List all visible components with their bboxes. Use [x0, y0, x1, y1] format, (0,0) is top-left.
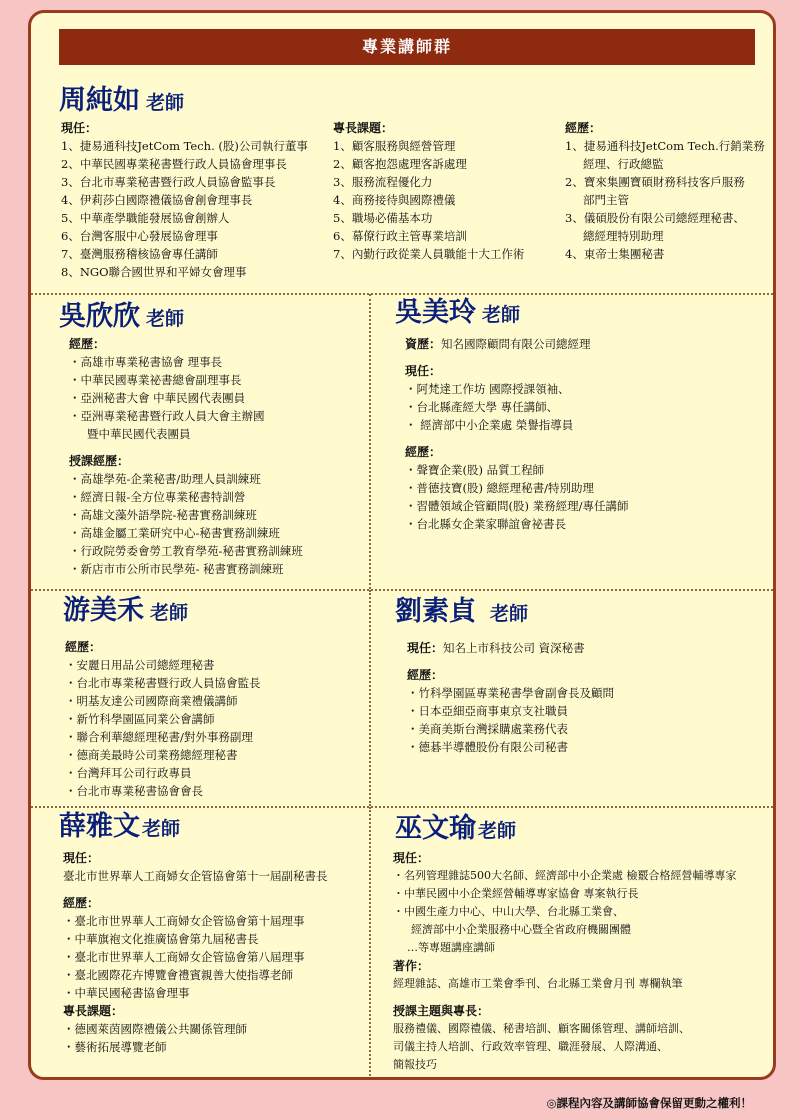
list-item: ・高雄金屬工業研究中心-秘書實務訓練班 [69, 526, 280, 540]
teacher-name: 游美禾 [63, 595, 144, 626]
list-item: 6、幕僚行政主管專業培訓 [333, 229, 467, 243]
list-item-continuation: 暨中華民國代表團員 [87, 427, 191, 441]
t1-topics [333, 119, 524, 263]
list-item: ・名列管理雜誌500大名師、經濟部中小企業處 檢覈合格經營輔導專家 [393, 869, 737, 882]
list-item: 臺北市世界華人工商婦女企管協會第十一屆副秘書長 [63, 869, 328, 883]
list-item: ・高雄市專業秘書協會 理事長 [69, 355, 223, 369]
teacher-title: 老師 [146, 92, 185, 114]
list-item: 4、商務接待與國際禮儀 [333, 193, 456, 207]
t7-profile [393, 849, 737, 1074]
list-item: ・行政院勞委會勞工教育學苑-秘書實務訓練班 [69, 544, 303, 558]
teacher-name-5 [395, 596, 528, 630]
list-item: ・高雄學苑-企業秘書/助理人員訓練班 [69, 472, 261, 486]
list-item: ・台北市專業秘書協會會長 [65, 784, 203, 798]
list-item: 經理雜誌、高雄市工業會季刊、台北縣工業會月刊 專欄執筆 [393, 977, 683, 990]
list-item: 8、NGO聯合國世界和平婦女會理事 [61, 265, 247, 279]
list-item: 4、東帝士集團秘書 [565, 247, 665, 261]
list-item: ・日本亞細亞商事東京支社職員 [407, 704, 568, 718]
list-item: ・臺北市世界華人工商婦女企管協會第十屆理事 [63, 914, 305, 928]
teacher-name-7 [395, 813, 516, 847]
divider [31, 589, 773, 591]
list-item: 5、職場必備基本功 [333, 211, 433, 225]
list-item: 7、內勤行政從業人員職能十大工作術 [333, 247, 525, 261]
teacher-title: 老師 [142, 818, 181, 840]
section-heading: 資歷： [405, 337, 442, 351]
section-heading: 現任： [393, 851, 430, 865]
list-item: ・德商美最時公司業務總經理秘書 [65, 748, 238, 762]
t4-profile [65, 638, 261, 800]
list-item-continuation: 經濟部中小企業服務中心暨全省政府機關團體 [411, 923, 631, 936]
list-item-continuation: 經理、行政總監 [583, 157, 664, 171]
section-heading: 經歷： [65, 640, 102, 654]
teacher-name-3 [395, 297, 520, 331]
list-item: 服務禮儀、國際禮儀、秘書培訓、顧客關係管理、講師培訓、 [393, 1022, 690, 1035]
list-item: ・明基友達公司國際商業禮儀講師 [65, 694, 238, 708]
section-heading: 經歷： [405, 445, 442, 459]
list-item: 知名上市科技公司 資深秘書 [443, 641, 585, 655]
t3-profile [405, 335, 629, 533]
teacher-name-1 [59, 85, 184, 119]
t1-experience [565, 119, 765, 263]
list-item: ・新竹科學園區同業公會講師 [65, 712, 215, 726]
section-heading: 現任： [63, 851, 100, 865]
list-item: ・阿梵達工作坊 國際授課領袖、 [405, 382, 570, 396]
list-item: ・竹科學園區專業秘書學會副會長及顧問 [407, 686, 614, 700]
t2-profile [69, 335, 303, 578]
list-item: ・中華旗袍文化推廣協會第九屆秘書長 [63, 932, 259, 946]
section-heading: 現任： [61, 121, 98, 135]
teacher-name: 劉素貞 [395, 596, 476, 627]
list-item-continuation: 總經理特別助理 [583, 229, 664, 243]
section-heading: 經歷： [69, 337, 106, 351]
section-heading: 專長課題： [333, 121, 394, 135]
section-heading: 經歷： [407, 668, 444, 682]
list-item-continuation: …等專題講座講師 [407, 941, 495, 954]
list-item: ・習體領域企管顧問(股) 業務經理/專任講師 [405, 499, 629, 513]
section-heading: 經歷： [63, 896, 100, 910]
list-item: 1、捷易通科技JetCom Tech. (股)公司執行董事 [61, 139, 308, 153]
section-heading: 授課主題與專長： [393, 1004, 490, 1018]
list-item: 4、伊莉莎白國際禮儀協會創會理事長 [61, 193, 253, 207]
list-item: ・安麗日用品公司總經理秘書 [65, 658, 215, 672]
list-item: ・經濟日報-全方位專業秘書特訓營 [69, 490, 246, 504]
list-item: ・中華民國秘書協會理事 [63, 986, 190, 1000]
list-item: ・普德技寶(股) 總經理秘書/特別助理 [405, 481, 595, 495]
section-heading: 著作： [393, 959, 430, 973]
list-item: 2、寶來集團寶碩財務科技客戶服務 [565, 175, 745, 189]
list-item: 2、顧客抱怨處理客訴處理 [333, 157, 467, 171]
teacher-title: 老師 [150, 602, 189, 624]
list-item: ・新店市市公所市民學苑- 秘書實務訓練班 [69, 562, 284, 576]
teacher-name-6 [59, 811, 180, 845]
teacher-title: 老師 [478, 820, 517, 842]
list-item: 6、台灣客服中心發展協會理事 [61, 229, 218, 243]
list-item: 知名國際顧問有限公司總經理 [441, 337, 591, 351]
list-item: ・中華民國中小企業經營輔導專家協會 專案執行長 [393, 887, 639, 900]
list-item: ・臺北國際花卉博覽會禮賓親善大使指導老師 [63, 968, 293, 982]
divider [31, 806, 773, 808]
section-banner: 專業講師群 [59, 29, 755, 65]
t6-profile [63, 849, 328, 1056]
list-item: 5、中華產學職能發展協會創辦人 [61, 211, 230, 225]
divider [369, 807, 371, 1080]
section-heading: 現任： [405, 364, 442, 378]
teacher-title: 老師 [146, 308, 185, 330]
list-item: 3、台北市專業秘書暨行政人員協會監事長 [61, 175, 276, 189]
list-item: 3、儀碩股份有限公司總經理秘書、 [565, 211, 745, 225]
teacher-name: 吳美玲 [395, 297, 476, 328]
list-item: ・高雄文藻外語學院-秘書實務訓練班 [69, 508, 257, 522]
divider [31, 293, 773, 295]
list-item: ・中華民國專業祕書總會副理事長 [69, 373, 242, 387]
list-item: ・台北縣產經大學 專任講師、 [405, 400, 559, 414]
list-item: ・聯合利華總經理秘書/對外事務副理 [65, 730, 253, 744]
list-item: ・ 經濟部中小企業處 榮譽指導員 [405, 418, 574, 432]
list-item: 1、顧客服務與經營管理 [333, 139, 456, 153]
list-item: ・亞洲專業秘書暨行政人員大會主辦國 [69, 409, 265, 423]
teacher-name: 薛雅文 [59, 811, 140, 842]
divider [369, 294, 371, 589]
list-item: ・臺北市世界華人工商婦女企管協會第八屆理事 [63, 950, 305, 964]
teacher-name: 巫文瑜 [395, 813, 476, 844]
section-heading: 授課經歷： [69, 454, 130, 468]
list-item: ・聲寶企業(股) 品質工程師 [405, 463, 545, 477]
section-heading: 經歷： [565, 121, 602, 135]
list-item: 3、服務流程優化力 [333, 175, 433, 189]
list-item: 簡報技巧 [393, 1058, 437, 1071]
copyright-notice: ◎課程內容及講師協會保留更動之權利！ [546, 1096, 752, 1110]
section-heading: 專長課題： [63, 1004, 124, 1018]
flyer-card [28, 10, 776, 1080]
list-item: 2、中華民國專業秘書暨行政人員協會理事長 [61, 157, 287, 171]
list-item: ・藝術拓展導覽老師 [63, 1040, 167, 1054]
teacher-name: 周純如 [59, 85, 140, 116]
section-heading: 現任： [407, 641, 444, 655]
list-item: ・台灣拜耳公司行政專員 [65, 766, 192, 780]
list-item: 7、臺灣服務稽核協會專任講師 [61, 247, 218, 261]
teacher-title: 老師 [490, 603, 529, 625]
list-item: 1、捷易通科技JetCom Tech.行銷業務 [565, 139, 765, 153]
list-item: ・美商美斯台灣採購處業務代表 [407, 722, 568, 736]
list-item: ・德碁半導體股份有限公司秘書 [407, 740, 568, 754]
list-item: ・台北市專業秘書暨行政人員協會監長 [65, 676, 261, 690]
teacher-name: 吳欣欣 [59, 301, 140, 332]
list-item: ・台北縣女企業家聯誼會祕書長 [405, 517, 566, 531]
t1-current-positions [61, 119, 308, 281]
list-item: ・德國萊茵國際禮儀公共關係管理師 [63, 1022, 247, 1036]
divider [369, 590, 371, 806]
list-item: ・亞洲秘書大會 中華民國代表團員 [69, 391, 246, 405]
teacher-title: 老師 [482, 304, 521, 326]
teacher-name-4 [63, 595, 188, 629]
teacher-name-2 [59, 301, 184, 335]
t5-profile [407, 639, 614, 756]
list-item: ・中國生產力中心、中山大學、台北縣工業會、 [393, 905, 624, 918]
list-item-continuation: 部門主管 [583, 193, 629, 207]
list-item: 司儀主持人培訓、行政效率管理、職涯發展、人際溝通、 [393, 1040, 668, 1053]
